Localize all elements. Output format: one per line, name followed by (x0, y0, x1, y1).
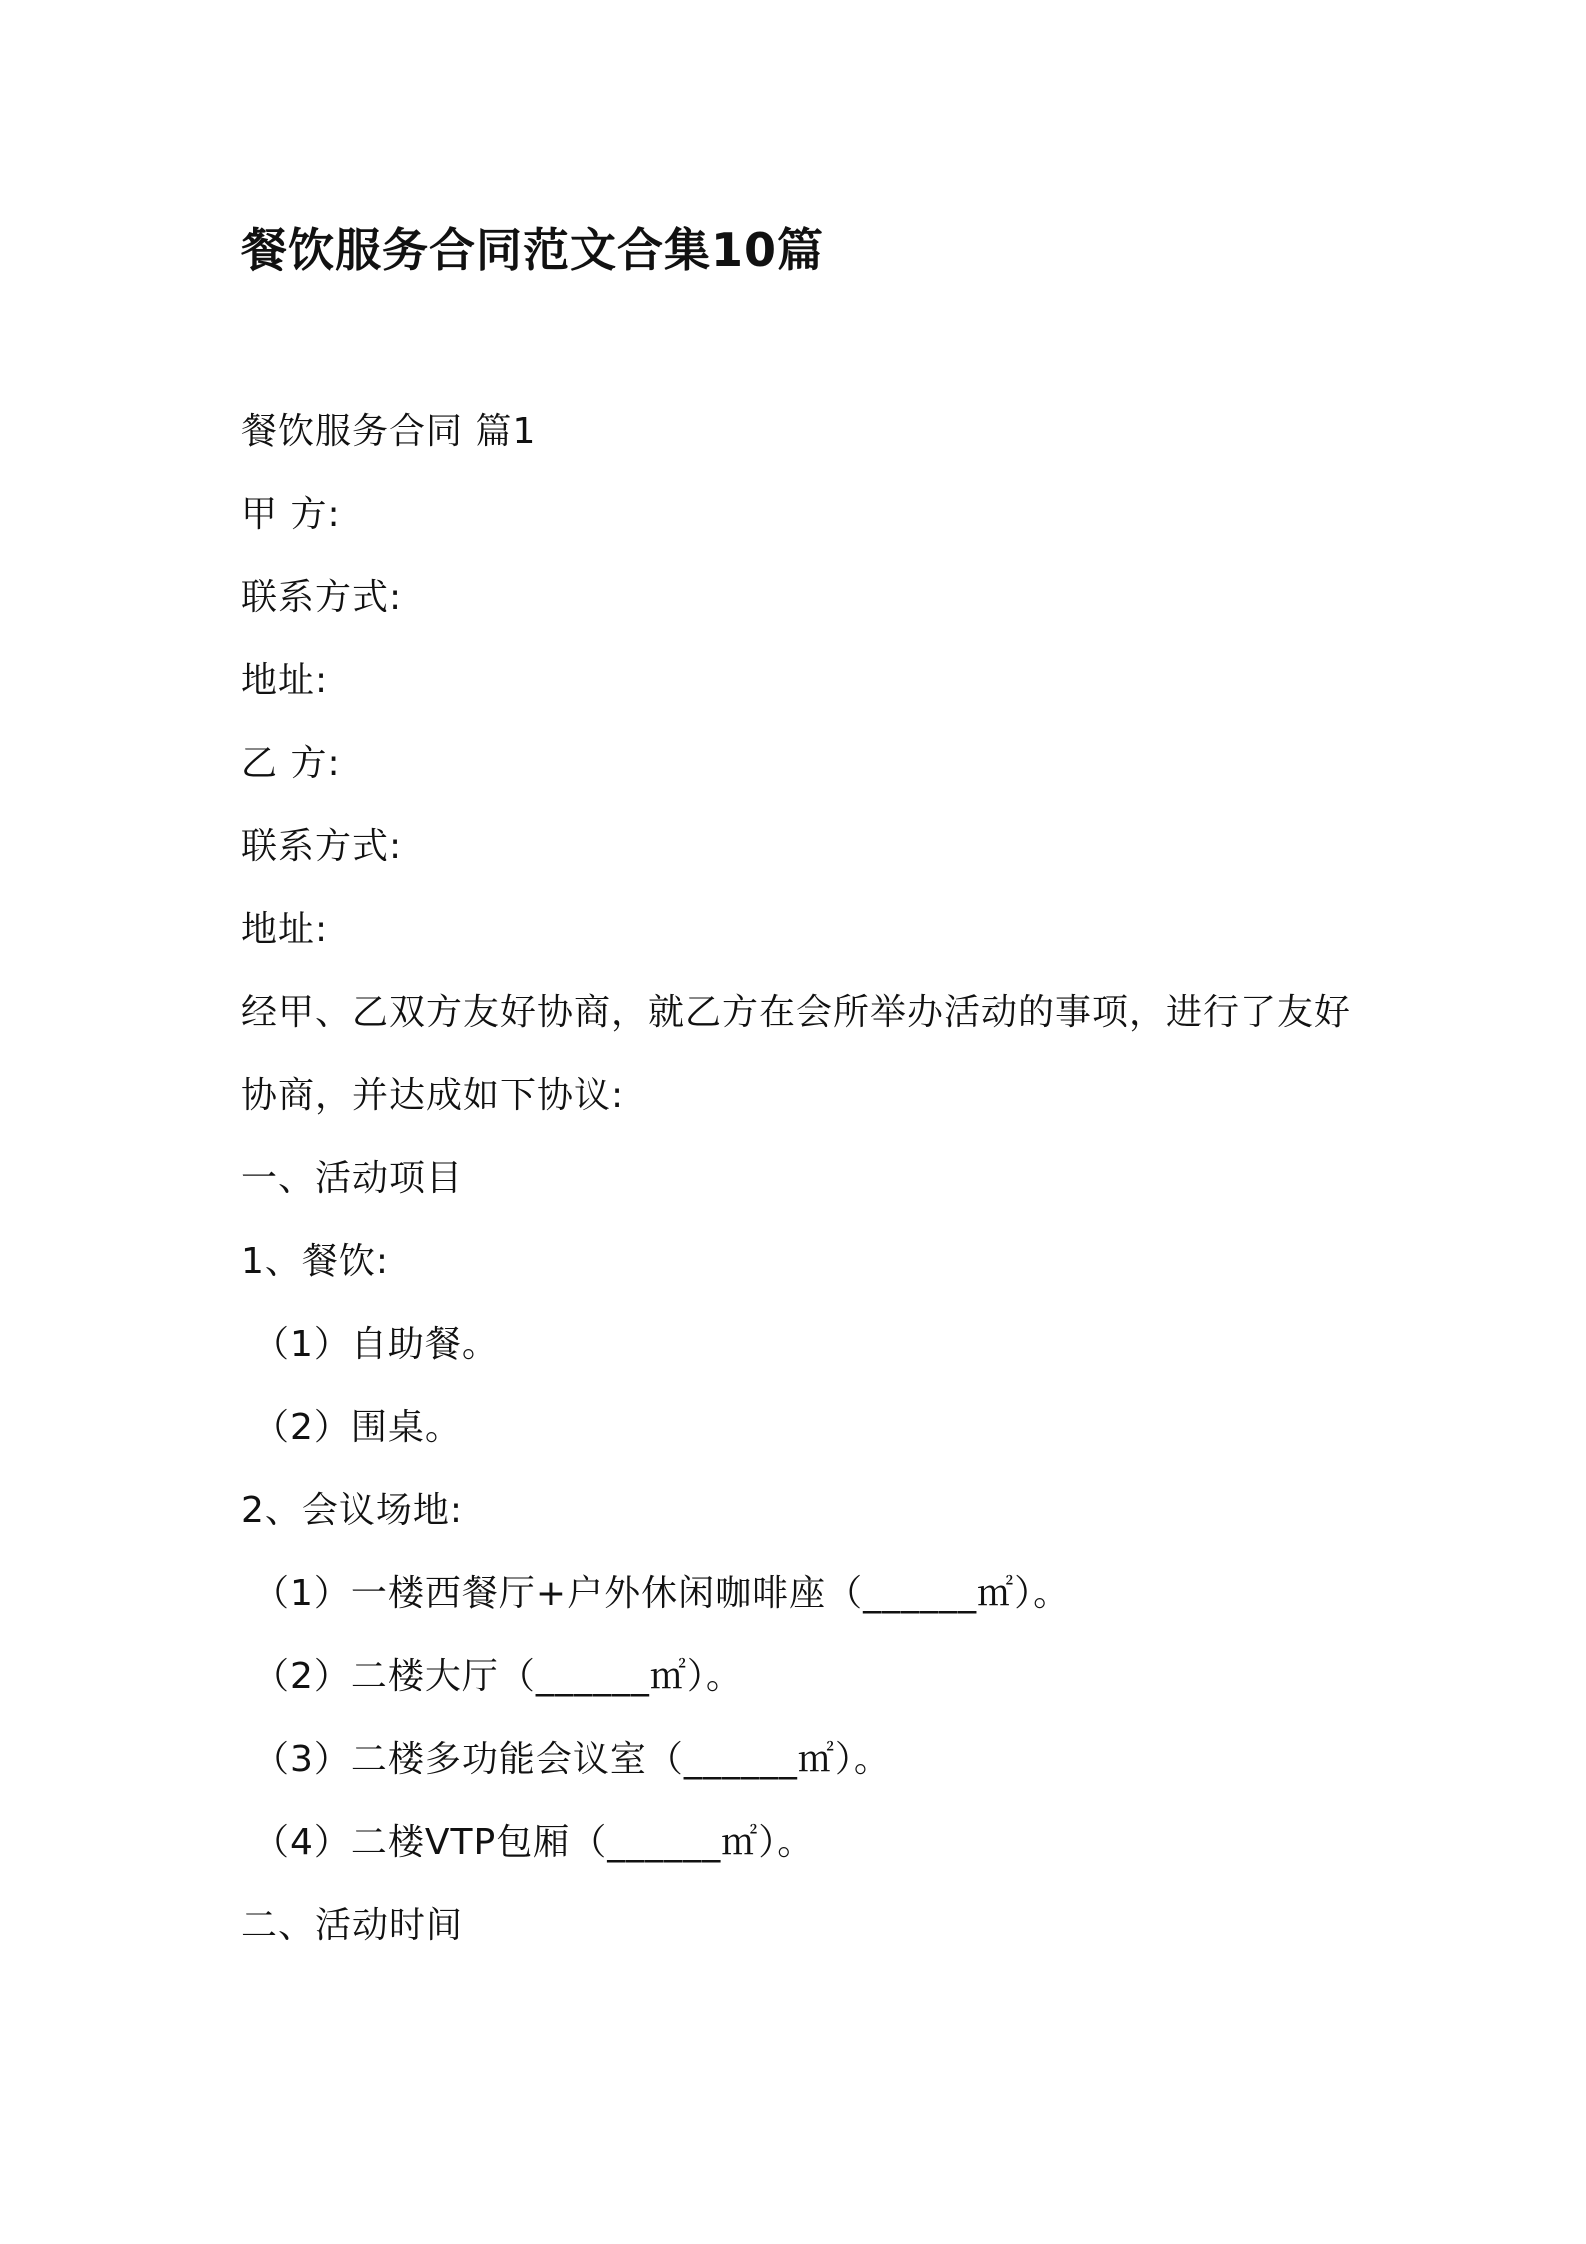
document-title: 餐饮服务合同范文合集10篇 (241, 223, 825, 277)
party-a-contact-label: 联系方式: (241, 577, 403, 618)
party-b-contact-label: 联系方式: (241, 826, 403, 867)
item-2-heading: 2、会议场地: (241, 1490, 464, 1531)
party-b-label: 乙 方: (241, 743, 341, 784)
item-1-heading: 1、餐饮: (241, 1241, 390, 1282)
party-a-label: 甲 方: (241, 494, 341, 535)
intro-paragraph-line-1: 经甲、乙双方友好协商，就乙方在会所举办活动的事项，进行了友好 (241, 992, 1352, 1033)
item-2-2: （2）二楼大厅（______㎡）。 (253, 1656, 743, 1697)
item-2-3: （3）二楼多功能会议室（______㎡）。 (253, 1739, 891, 1780)
item-2-4: （4）二楼VTP包厢（______㎡）。 (253, 1822, 815, 1863)
item-1-2: （2）围桌。 (253, 1407, 462, 1448)
party-a-address-label: 地址: (241, 660, 329, 701)
intro-paragraph-line-2: 协商，并达成如下协议: (241, 1075, 625, 1116)
section-heading: 餐饮服务合同 篇1 (241, 411, 537, 452)
item-1-1: （1）自助餐。 (253, 1324, 499, 1365)
article-2-heading: 二、活动时间 (241, 1905, 464, 1946)
party-b-address-label: 地址: (241, 909, 329, 950)
article-1-heading: 一、活动项目 (241, 1158, 464, 1199)
item-2-1: （1）一楼西餐厅+户外休闲咖啡座（______㎡）。 (253, 1573, 1071, 1614)
